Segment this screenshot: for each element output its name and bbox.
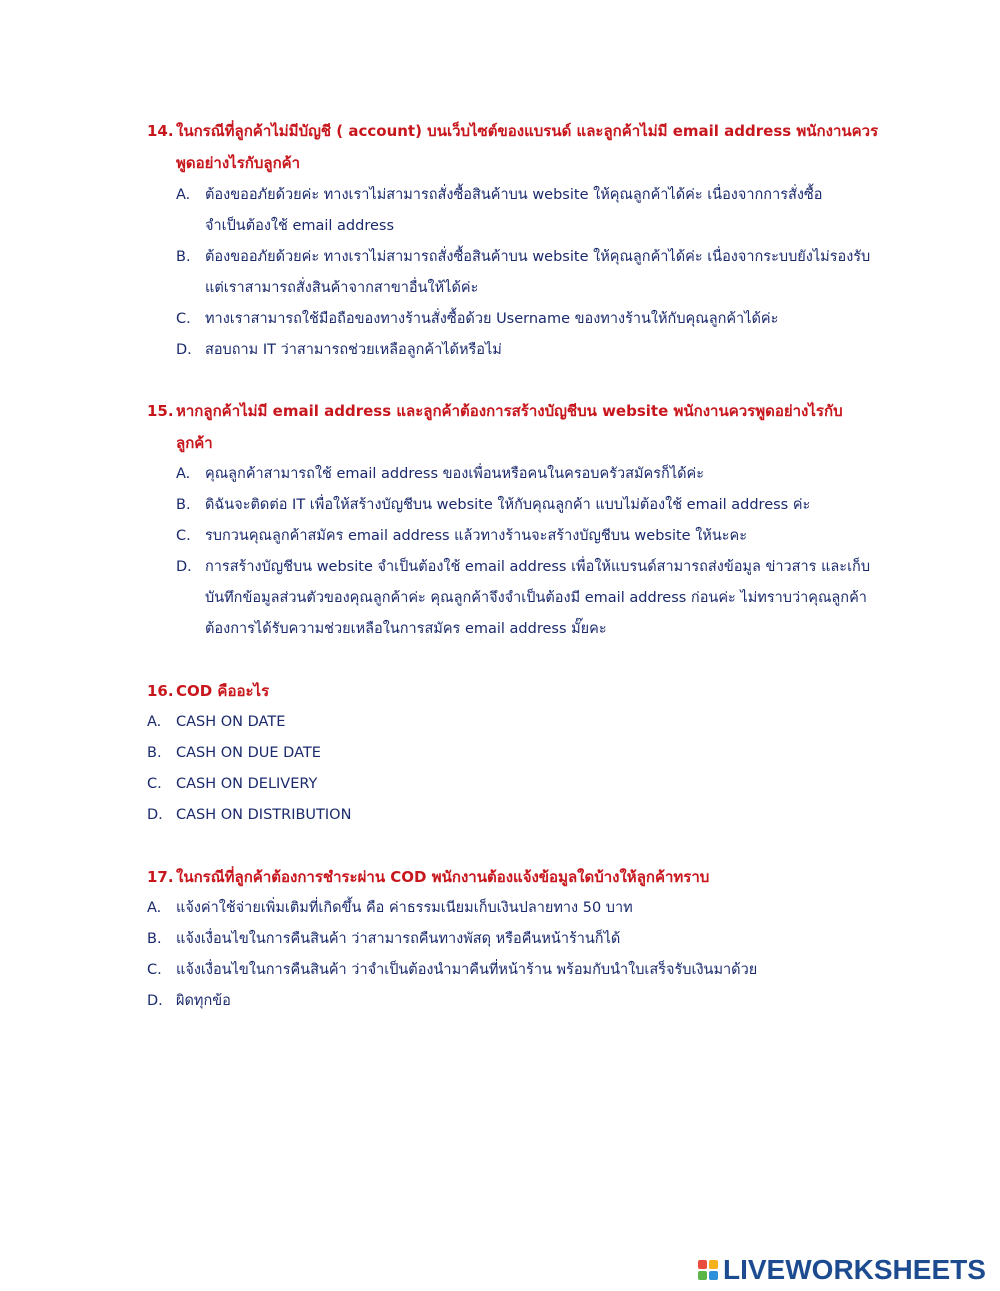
option-letter: A.: [176, 466, 191, 482]
logo-blocks-icon: [698, 1260, 718, 1280]
option-text-line: CASH ON DATE: [176, 714, 286, 730]
question-number: 14.: [147, 122, 174, 140]
option-text-line: แจ้งค่าใช้จ่ายเพิ่มเติมที่เกิดขึ้น คือ ค่าธรรมเนียมเก็บเงินปลายทาง 50 บาท: [176, 900, 633, 916]
option-letter: A.: [147, 900, 162, 916]
logo-text: LIVEWORKSHEETS: [723, 1254, 986, 1285]
question-number: 17.: [147, 868, 174, 886]
option-letter: A.: [176, 187, 191, 203]
option-text-line: ต้องการได้รับความช่วยเหลือในการสมัคร email address มั๊ยคะ: [205, 621, 607, 637]
option-letter: D.: [176, 342, 192, 358]
option-letter: C.: [147, 776, 162, 792]
option-letter: D.: [147, 807, 163, 823]
option-text-line: CASH ON DELIVERY: [176, 776, 318, 792]
option-text-line: รบกวนคุณลูกค้าสมัคร email address แล้วทางร้านจะสร้างบัญชีบน website ให้นะคะ: [205, 528, 748, 544]
option-letter: B.: [147, 745, 162, 761]
liveworksheets-logo[interactable]: [698, 1253, 986, 1287]
option-text-line: สอบถาม IT ว่าสามารถช่วยเหลือลูกค้าได้หรือไม่: [205, 342, 502, 358]
option-letter: B.: [147, 931, 162, 947]
option-letter: A.: [147, 714, 162, 730]
option-text-line: การสร้างบัญชีบน website จำเป็นต้องใช้ email address เพื่อให้แบรนด์สามารถส่งข้อมูล ข่าวสาร และเก็บ: [205, 559, 871, 575]
option-text-line: ทางเราสามารถใช้มือถือของทางร้านสั่งซื้อด้วย Username ของทางร้านให้กับคุณลูกค้าได้ค่ะ: [205, 311, 779, 327]
option-letter: C.: [147, 962, 162, 978]
question-text-line: ในกรณีที่ลูกค้าต้องการชำระผ่าน COD พนักงานต้องแจ้งข้อมูลใดบ้างให้ลูกค้าทราบ: [176, 868, 710, 886]
option-text-line: ต้องขออภัยด้วยค่ะ ทางเราไม่สามารถสั่งซื้อสินค้าบน website ให้คุณลูกค้าได้ค่ะ เนื่องจากการสั่งซื้อ: [205, 187, 823, 203]
option-text-line: คุณลูกค้าสามารถใช้ email address ของเพื่อนหรือคนในครอบครัวสมัครก็ได้ค่ะ: [205, 466, 705, 482]
question-number: 15.: [147, 402, 174, 420]
question-text-line: ในกรณีที่ลูกค้าไม่มีบัญชี ( account) บนเว็บไซต์ของแบรนด์ และลูกค้าไม่มี email address พนักงานควร: [176, 122, 879, 140]
option-text-line: ดิฉันจะติดต่อ IT เพื่อให้สร้างบัญชีบน website ให้กับคุณลูกค้า แบบไม่ต้องใช้ email address ค่ะ: [205, 497, 811, 513]
option-text-line: แจ้งเงื่อนไขในการคืนสินค้า ว่าจำเป็นต้องนำมาคืนที่หน้าร้าน พร้อมกับนำใบเสร็จรับเงินมาด้วย: [176, 962, 758, 978]
option-letter: C.: [176, 311, 191, 327]
question-text-line: พูดอย่างไรกับลูกค้า: [176, 154, 301, 172]
option-text-line: แต่เราสามารถสั่งสินค้าจากสาขาอื่นให้ได้ค่ะ: [205, 280, 479, 296]
option-text-line: ผิดทุกข้อ: [176, 993, 231, 1009]
option-letter: B.: [176, 249, 191, 265]
question-text-line: หากลูกค้าไม่มี email address และลูกค้าต้องการสร้างบัญชีบน website พนักงานควรพูดอย่างไรกับ: [176, 402, 843, 420]
question-text-line: ลูกค้า: [176, 434, 213, 452]
option-text-line: จำเป็นต้องใช้ email address: [205, 218, 395, 234]
option-text-line: ต้องขออภัยด้วยค่ะ ทางเราไม่สามารถสั่งซื้อสินค้าบน website ให้คุณลูกค้าได้ค่ะ เนื่องจากระบบยังไม่รองรับ: [205, 249, 871, 265]
option-letter: B.: [176, 497, 191, 513]
question-number: 16.: [147, 682, 174, 700]
option-text-line: บันทึกข้อมูลส่วนตัวของคุณลูกค้าค่ะ คุณลูกค้าจึงจำเป็นต้องมี email address ก่อนค่ะ ไม่ทราบว่าคุณลูกค้า: [205, 590, 867, 606]
option-text-line: แจ้งเงื่อนไขในการคืนสินค้า ว่าสามารถคืนทางพัสดุ หรือคืนหน้าร้านก็ได้: [176, 931, 621, 947]
option-text-line: CASH ON DUE DATE: [176, 745, 321, 761]
option-letter: C.: [176, 528, 191, 544]
option-letter: D.: [176, 559, 192, 575]
option-letter: D.: [147, 993, 163, 1009]
question-text-line: COD คืออะไร: [176, 682, 270, 700]
option-text-line: CASH ON DISTRIBUTION: [176, 807, 352, 823]
